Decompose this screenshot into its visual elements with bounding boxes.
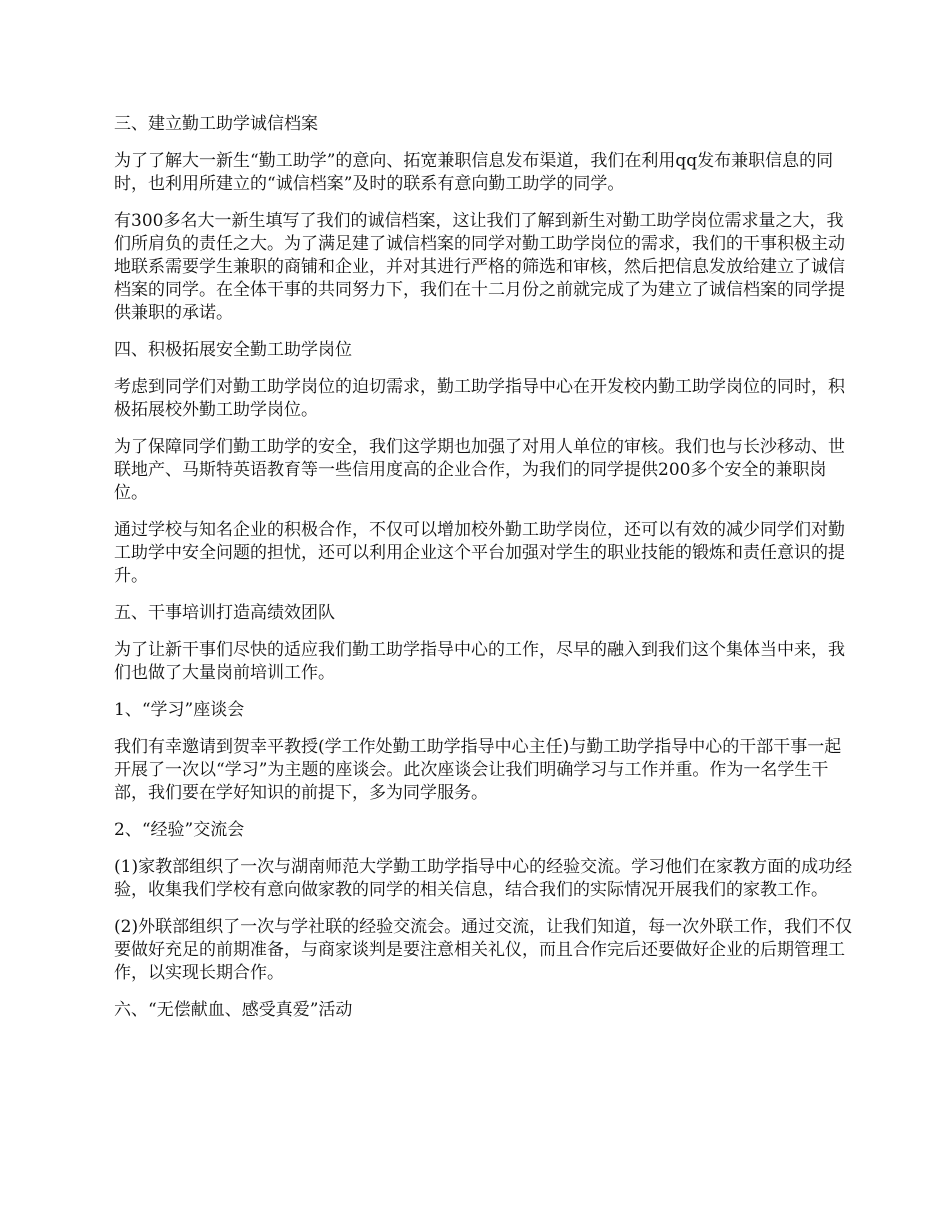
subsection-heading-2: 2、“经验”交流会: [114, 820, 245, 840]
paragraph: 有300多名大一新生填写了我们的诚信档案，这让我们了解到新生对勤工助学岗位需求量之大，我们所肩负的责任之大。为了满足建了诚信档案的同学对勤工助学岗位的需求，我们的干事积极主动地联系需要学生兼职的商铺和企业，并对其进行严格的筛选和审核，然后把信息发放给建立了诚信档案的同学。在全体干事的共同努力下，我们在十二月份之前就完成了为建立了诚信档案的同学提供兼职的承诺。: [114, 211, 845, 323]
section-heading-4: 四、积极拓展安全勤工助学岗位: [114, 340, 352, 360]
subsection-heading-1: 1、“学习”座谈会: [114, 700, 245, 720]
document-body: [114, 113, 854, 1036]
paragraph: (1)家教部组织了一次与湖南师范大学勤工助学指导中心的经验交流。学习他们在家教方面的成功经验，收集我们学校有意向做家教的同学的相关信息，结合我们的实际情况开展我们的家教工作。: [114, 857, 853, 900]
paragraph: (2)外联部组织了一次与学社联的经验交流会。通过交流，让我们知道，每一次外联工作，我们不仅要做好充足的前期准备，与商家谈判是要注意相关礼仪，而且合作完后还要做好企业的后期管理工作，以实现长期合作。: [114, 917, 853, 983]
section-heading-6: 六、“无偿献血、感受真爱”活动: [114, 1000, 353, 1020]
paragraph: 为了了解大一新生“勤工助学”的意向、拓宽兼职信息发布渠道，我们在利用qq发布兼职信息的同时，也利用所建立的“诚信档案”及时的联系有意向勤工助学的同学。: [114, 151, 834, 194]
paragraph: 为了让新干事们尽快的适应我们勤工助学指导中心的工作，尽早的融入到我们这个集体当中来，我们也做了大量岗前培训工作。: [114, 640, 845, 683]
paragraph: 通过学校与知名企业的积极合作，不仅可以增加校外勤工助学岗位，还可以有效的减少同学们对勤工助学中安全问题的担忧，还可以利用企业这个平台加强对学生的职业技能的锻炼和责任意识的提升。: [114, 520, 845, 586]
paragraph: 考虑到同学们对勤工助学岗位的迫切需求，勤工助学指导中心在开发校内勤工助学岗位的同时，积极拓展校外勤工助学岗位。: [114, 377, 845, 420]
paragraph: 我们有幸邀请到贺幸平教授(学工作处勤工助学指导中心主任)与勤工助学指导中心的干部干事一起开展了一次以“学习”为主题的座谈会。此次座谈会让我们明确学习与工作并重。作为一名学生干部，我们要在学好知识的前提下，多为同学服务。: [114, 737, 842, 803]
section-heading-3: 三、建立勤工助学诚信档案: [114, 114, 318, 134]
section-heading-5: 五、干事培训打造高绩效团队: [114, 603, 335, 623]
paragraph: 为了保障同学们勤工助学的安全，我们这学期也加强了对用人单位的审核。我们也与长沙移动、世联地产、马斯特英语教育等一些信用度高的企业合作，为我们的同学提供200多个安全的兼职岗位。: [114, 437, 845, 503]
